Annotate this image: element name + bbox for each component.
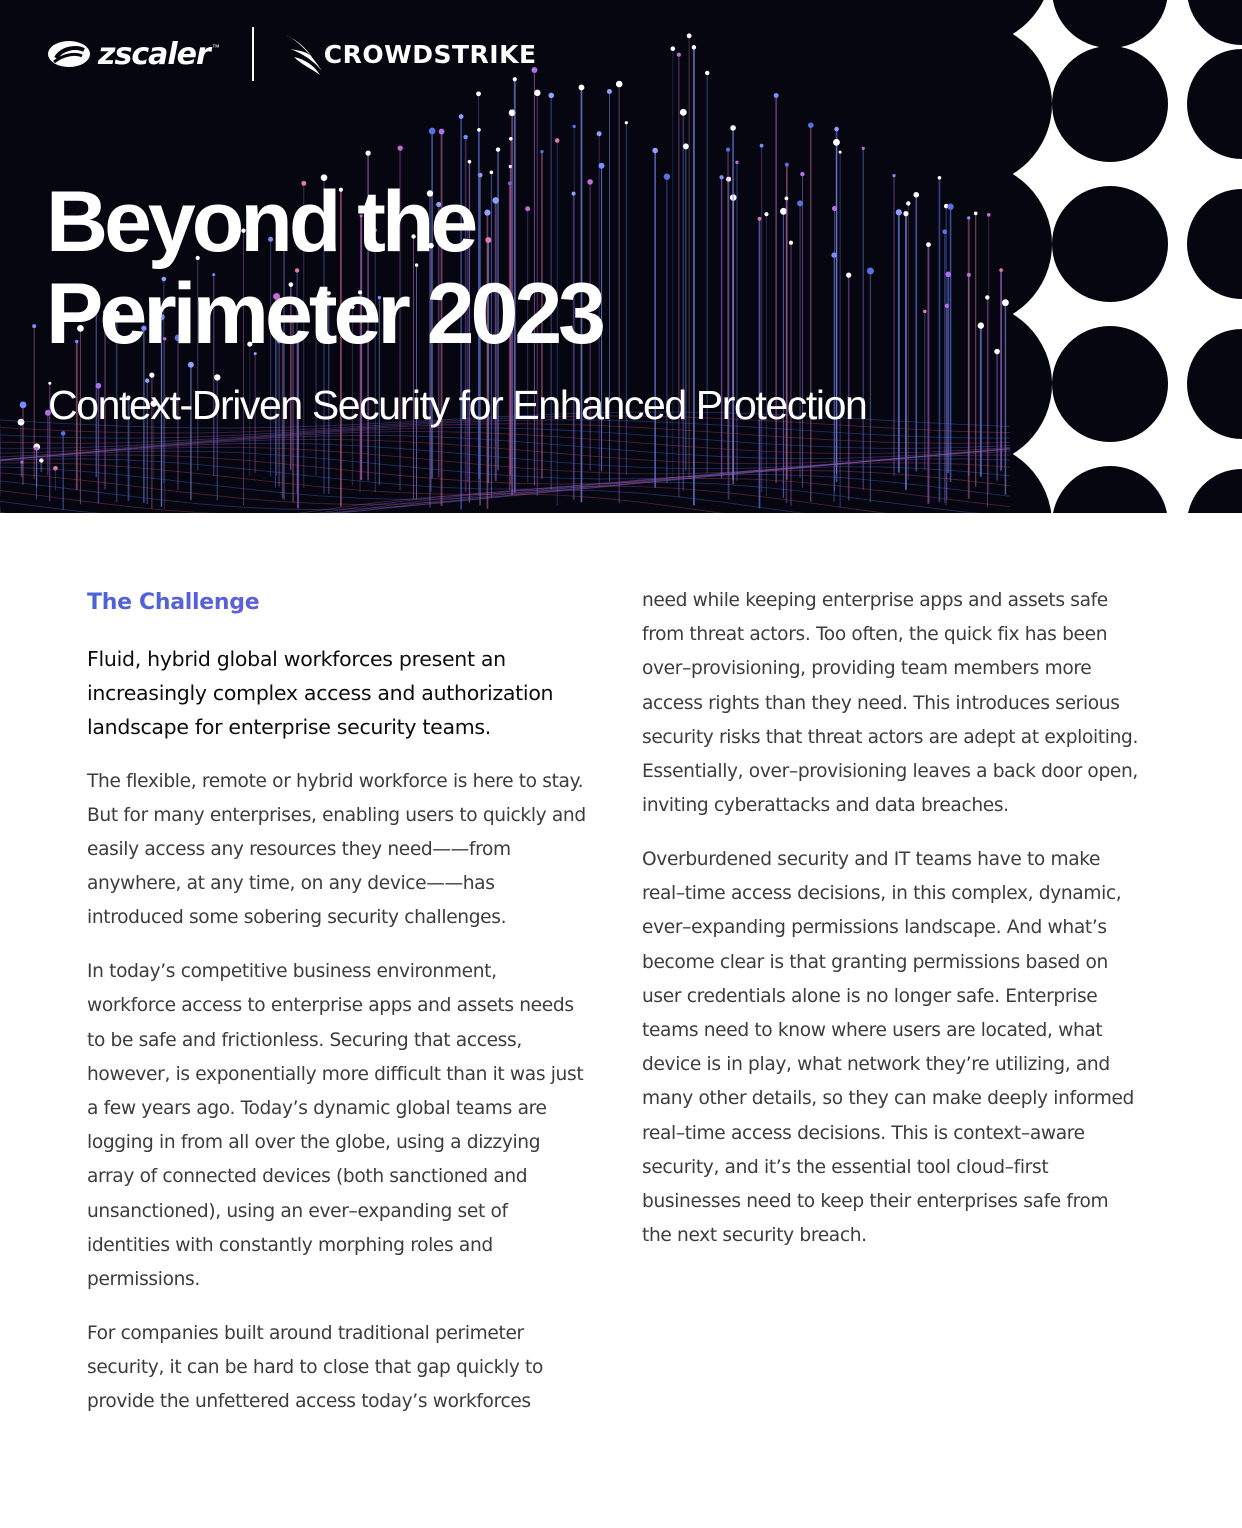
light-node [789, 241, 793, 245]
body-paragraph: For companies built around traditional perimeter security, it can be hard to close that gap quickly to provide the unfettered access today’s workforces [87, 1322, 543, 1413]
wave-line [0, 482, 1040, 513]
light-node [834, 127, 839, 132]
light-node [680, 109, 687, 116]
light-node [705, 71, 709, 75]
light-node [846, 273, 851, 278]
light-node [785, 196, 789, 200]
body-paragraph: need while keeping enterprise apps and assets safe from threat actors. Too often, the quick fix has been over–provisioning, providing team members more access rights than they need. This introduces serious security risks that threat actors are adept at exploiting. Essentially, over–provisioning leaves a back door open, inviting cyberattacks and data breaches. [642, 590, 1139, 817]
light-node [978, 322, 984, 328]
light-node [719, 175, 723, 179]
light-node [540, 150, 543, 153]
light-node [664, 173, 670, 179]
crowdstrike-logo [284, 31, 537, 77]
light-node [942, 229, 947, 234]
title-line-2: Perimeter 2023 [46, 266, 602, 362]
light-node [652, 148, 658, 154]
body-paragraph: In today’s competitive business environment, workforce access to enterprise apps and assets needs to be safe and frictionless. Securing that access, however, is exponentially more difficult than it was just a few years ago. Today’s dynamic global teams are logging in from all over the globe, using a dizzying array of connected devices (both sanctioned and unsanctioned), using an ever–expanding set of identities with constantly morphing roles and permissions. [87, 961, 584, 1290]
light-node [987, 213, 991, 217]
light-node [735, 161, 738, 164]
light-node [913, 192, 919, 198]
light-node [974, 212, 978, 216]
light-node [896, 209, 902, 215]
zscaler-cloud-icon [46, 38, 92, 70]
body-paragraph: Overburdened security and IT teams have to make real–time access decisions, in this complex, dynamic, ever–expanding permissions landscape. And what’s become clear is that granting permissions based on user credentials alone is no longer safe. Enterprise teams need to know where users are located, what device is in play, what network they’re utilizing, and many other details, so they can make deeply informed real–time access decisions. This is context–aware security, and it’s the essential tool cloud–first businesses need to keep their enterprises safe from the next security breach. [642, 848, 1135, 1247]
light-node [477, 128, 481, 132]
light-node [692, 45, 696, 49]
light-node [926, 242, 931, 247]
light-node [1002, 299, 1009, 306]
light-node [579, 85, 585, 91]
light-node [20, 401, 27, 408]
lead-paragraph: Fluid, hybrid global workforces present an increasingly complex access and authorization landscape for enterprise security teams. [87, 647, 554, 740]
light-node [906, 201, 910, 205]
light-node [32, 324, 36, 328]
light-node [468, 160, 472, 164]
light-node [429, 128, 436, 135]
zscaler-wordmark: zscaler [98, 36, 210, 72]
light-node [496, 147, 500, 151]
light-node [764, 212, 768, 216]
light-node [463, 135, 467, 139]
right-column [642, 582, 1142, 1273]
light-node [188, 362, 194, 368]
logo-bar [46, 26, 537, 82]
light-node [397, 145, 402, 150]
light-node [439, 129, 445, 135]
decorative-star-pattern [1010, 0, 1242, 513]
light-node [599, 163, 605, 169]
logo-divider [252, 27, 254, 81]
light-node [808, 122, 814, 128]
light-node [625, 121, 628, 124]
light-node [597, 131, 602, 136]
light-node [509, 137, 513, 141]
body-paragraph: The flexible, remote or hybrid workforce is here to stay. But for many enterprises, enabling users to quickly and easily access any resources they need——from anywhere, at any time, on any device——has introduced some sobering security challenges. [87, 770, 586, 929]
light-node [785, 163, 789, 167]
light-node [923, 310, 927, 314]
light-node [760, 144, 764, 148]
light-node [677, 53, 681, 57]
light-node [687, 33, 692, 38]
light-node [967, 216, 970, 219]
zscaler-trademark: ™ [211, 42, 220, 52]
light-node [800, 172, 804, 176]
wave-line [0, 467, 1040, 500]
light-node [938, 176, 942, 180]
wave-line [0, 494, 1040, 513]
light-node [548, 93, 554, 99]
zscaler-logo [46, 37, 220, 72]
light-node [61, 431, 66, 436]
left-column [87, 582, 587, 1439]
light-node [999, 268, 1003, 272]
light-node [730, 125, 736, 131]
light-node [18, 419, 25, 426]
light-node [555, 138, 560, 143]
page-subtitle: Context-Driven Security for Enhanced Protection [48, 382, 867, 428]
light-node [774, 93, 779, 98]
light-node [534, 90, 540, 96]
light-node [945, 272, 951, 278]
light-node [459, 114, 464, 119]
light-node [862, 147, 865, 150]
light-node [607, 89, 612, 94]
light-node [947, 204, 953, 210]
light-node [476, 91, 481, 96]
light-node [671, 46, 676, 51]
light-node [149, 373, 154, 378]
light-node [572, 125, 575, 128]
crowdstrike-wordmark: CROWDSTRIKE [323, 39, 537, 69]
light-node [833, 139, 840, 146]
wave-line [0, 443, 1040, 469]
wave-line [0, 459, 1040, 489]
section-heading: The Challenge [87, 582, 587, 624]
light-node [726, 148, 730, 152]
page-title [46, 176, 602, 360]
hero-banner [0, 0, 1242, 513]
light-node [366, 151, 371, 156]
light-node [867, 268, 874, 275]
light-node [616, 81, 623, 88]
light-node [490, 171, 494, 175]
title-line-1: Beyond the [46, 174, 475, 270]
light-node [994, 349, 1000, 355]
light-node [892, 174, 895, 177]
light-node [758, 217, 762, 221]
light-node [839, 151, 842, 154]
light-node [797, 200, 803, 206]
